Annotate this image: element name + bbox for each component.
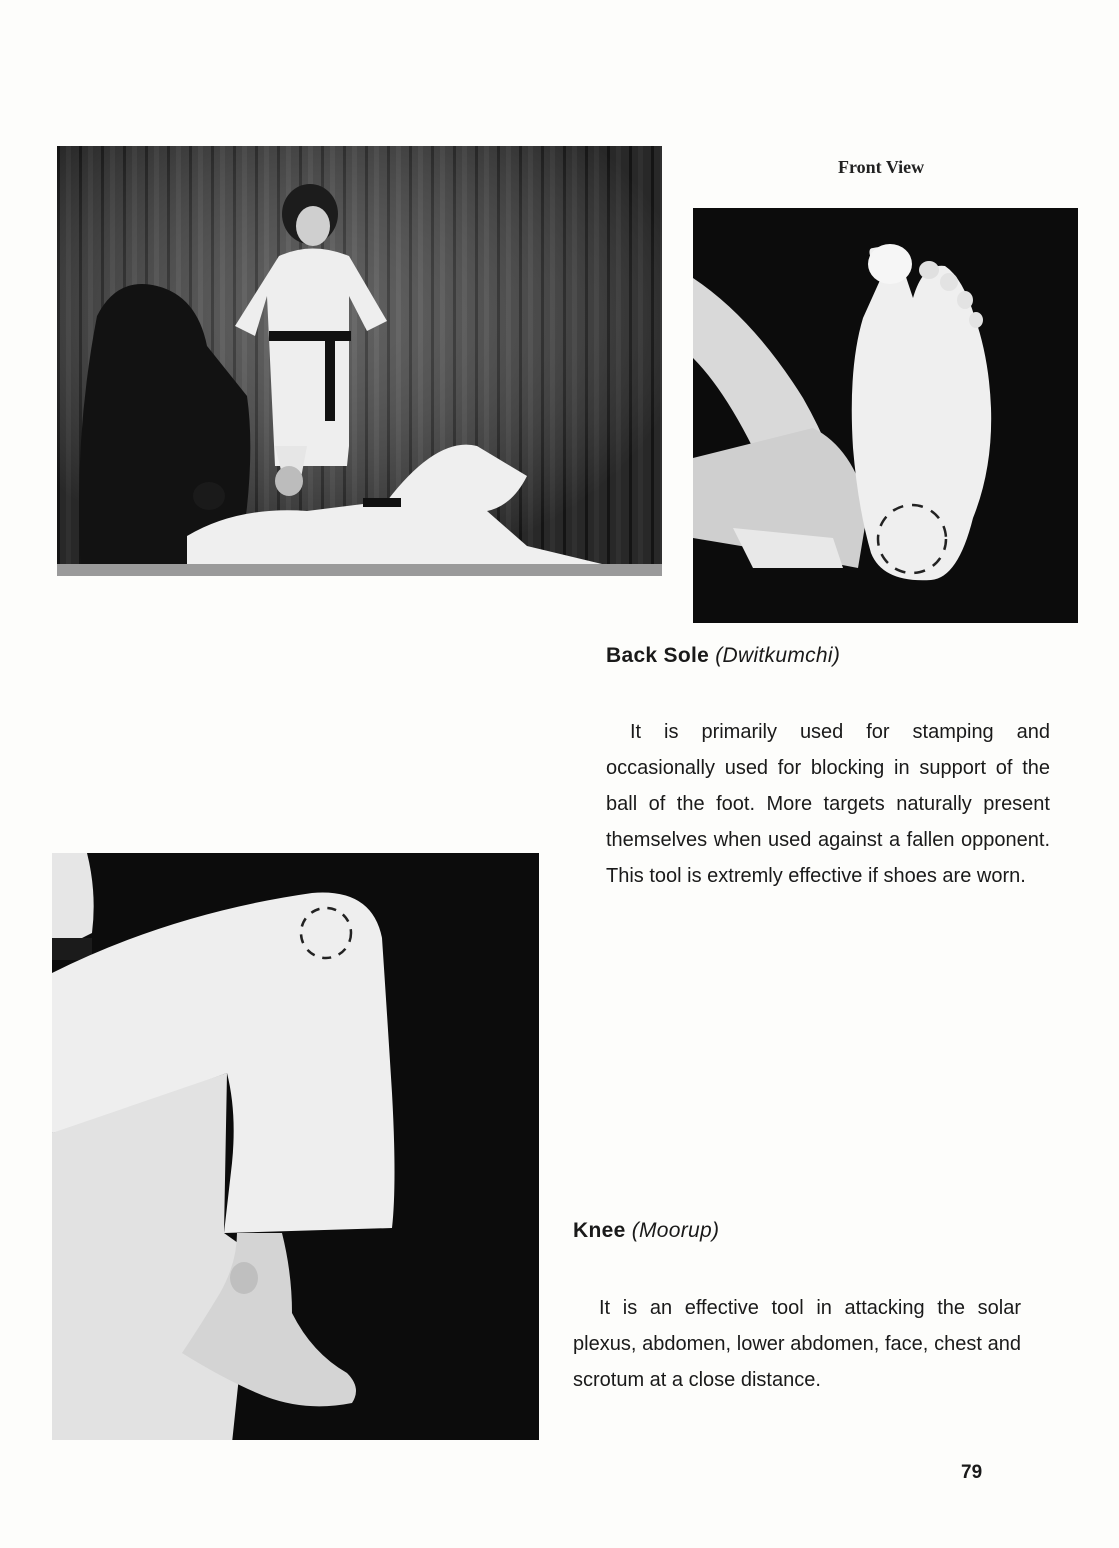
back-sole-title: Back Sole	[606, 644, 710, 667]
front-view-caption: Front View	[838, 157, 925, 177]
knee-heading	[573, 1219, 719, 1243]
knee-korean-name: (Moorup)	[631, 1219, 720, 1242]
back-sole-heading	[606, 644, 840, 668]
back-sole-korean-name: (Dwitkumchi)	[715, 644, 841, 667]
back-sole-photo	[693, 208, 1078, 623]
knee-title: Knee	[573, 1219, 626, 1242]
knee-photo	[52, 853, 539, 1440]
back-sole-description: It is primarily used for stamping and occasionally used for blocking in support of the ball of the foot. More targets naturally present themselves when used against a fallen opponent. This tool is extremly effective if shoes are worn.	[606, 721, 1050, 887]
knee-description: It is an effective tool in attacking the solar plexus, abdomen, lower abdomen, face, chest and scrotum at a close distance.	[573, 1297, 1021, 1391]
sparring-photo	[57, 146, 662, 576]
page-number: 79	[961, 1462, 983, 1483]
